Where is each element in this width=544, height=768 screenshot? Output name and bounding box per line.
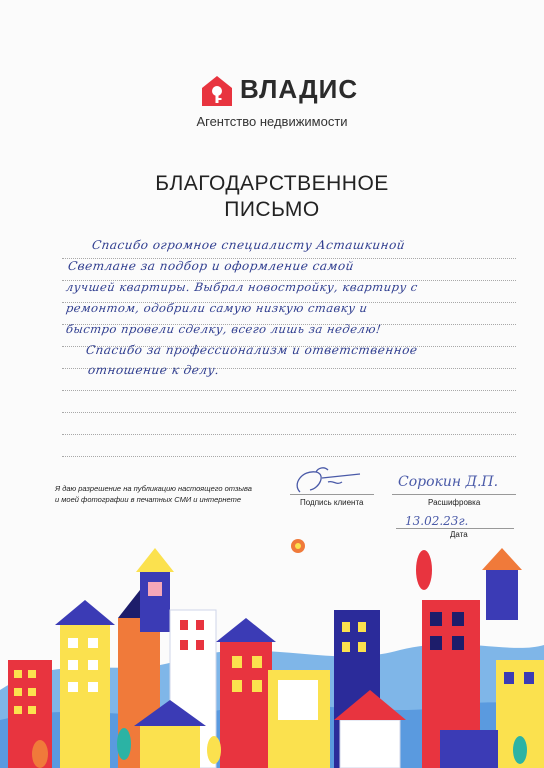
handwritten-line: лучшей квартиры. Выбрал новостройку, квартиру с <box>65 280 419 294</box>
brand-name: ВЛАДИС <box>240 74 359 104</box>
handwritten-line: Светлане за подбор и оформление самой <box>67 259 355 273</box>
consent-text <box>55 483 252 505</box>
brand-tagline: Агентство недвижимости <box>196 114 348 129</box>
handwritten-line: Спасибо за профессионализм и ответственное <box>85 343 419 357</box>
date-value: 13.02.23г. <box>405 514 469 528</box>
consent-line: и моей фотографии в печатных СМИ и интернете <box>55 495 242 504</box>
handwritten-line: Спасибо огромное специалисту Асташкиной <box>91 238 407 252</box>
letter-title-line2: ПИСЬМО <box>224 198 320 221</box>
ruled-line <box>62 456 516 457</box>
signature-line <box>290 494 374 495</box>
city-illustration <box>0 530 544 768</box>
decoding-value: Сорокин Д.П. <box>398 474 499 490</box>
house-key-icon <box>200 74 234 108</box>
decoding-line <box>392 494 516 495</box>
handwritten-line: отношение к делу. <box>87 363 221 377</box>
decoding-label: Расшифровка <box>428 498 481 507</box>
client-signature <box>282 462 372 496</box>
signature-label: Подпись клиента <box>300 498 364 507</box>
ruled-line <box>62 412 516 413</box>
letter-title-line1: БЛАГОДАРСТВЕННОЕ <box>155 172 389 195</box>
ruled-line <box>62 390 516 391</box>
date-line <box>396 528 514 529</box>
consent-line: Я даю разрешение на публикацию настоящего отзыва <box>55 484 252 493</box>
ruled-line <box>62 434 516 435</box>
date-label: Дата <box>450 530 468 539</box>
handwritten-line: ремонтом, одобрили самую низкую ставку и <box>65 301 369 315</box>
handwritten-line: быстро провели сделку, всего лишь за неделю! <box>65 322 383 336</box>
